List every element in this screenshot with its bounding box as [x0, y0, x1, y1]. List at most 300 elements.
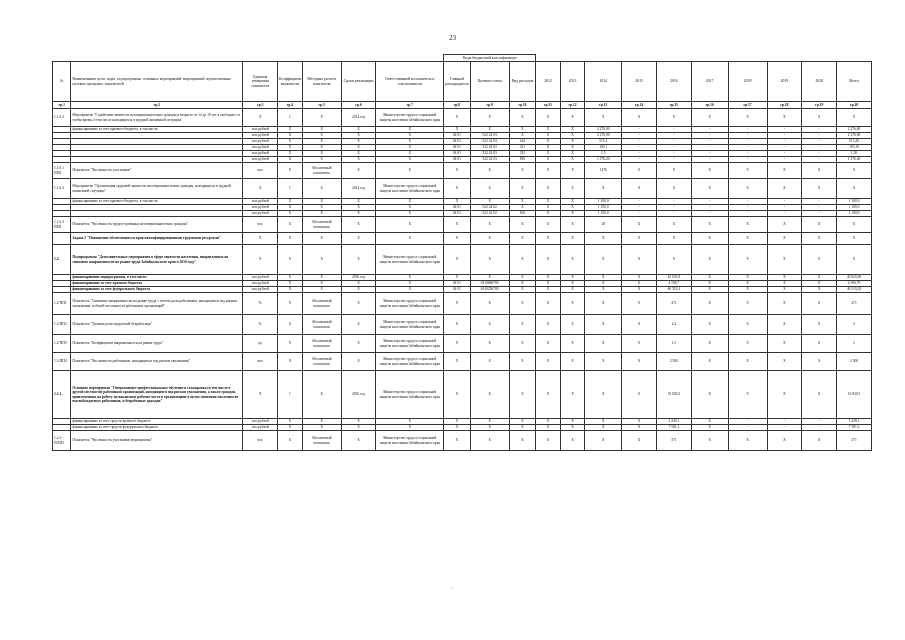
row-code: 1.1.6.3 — [53, 179, 71, 199]
table-cell: X — [243, 371, 278, 419]
table-cell: - — [622, 151, 657, 157]
column-header: 2019 — [767, 62, 802, 102]
column-number-row — [53, 102, 872, 109]
table-cell: X — [691, 281, 728, 287]
table-cell: X — [278, 139, 303, 145]
row-description: Показатель "Снижение напряженности на рынке труда с учетом доли работников, находящихся под риском увольнения, в общей численности работников организаций" — [71, 293, 243, 315]
table-cell: X — [560, 281, 585, 287]
table-cell: - — [767, 199, 802, 205]
table-cell: X — [691, 287, 728, 293]
table-cell: % — [243, 315, 278, 335]
table-cell: X — [802, 217, 837, 233]
table-cell: X — [509, 163, 536, 179]
table-cell: - — [767, 419, 802, 425]
table-cell: X — [560, 431, 585, 451]
row-description: финансирование за счет краевого бюджета — [71, 281, 243, 287]
table-cell: X — [560, 287, 585, 293]
table-cell: - — [622, 211, 657, 217]
table-cell: X — [767, 275, 802, 281]
table-cell: X — [767, 217, 802, 233]
table-cell: тыс.рублей — [243, 287, 278, 293]
table-cell: Министерство труда и социальной защиты населения Забайкальского края — [376, 335, 444, 353]
table-cell: - — [802, 199, 837, 205]
row-code: 1.1.6.2 — [53, 109, 71, 127]
table-cell: X — [536, 245, 561, 275]
table-cell: X — [802, 109, 837, 127]
table-cell: - — [656, 133, 691, 139]
table-cell: X — [622, 353, 657, 371]
column-number: гр.4 — [278, 102, 303, 109]
table-cell: X — [728, 217, 767, 233]
table-cell: X — [341, 233, 376, 245]
table-cell: X — [802, 233, 837, 245]
table-cell: X — [341, 425, 376, 431]
table-cell: X — [691, 335, 728, 353]
table-cell: X — [622, 371, 657, 419]
table-cell: Министерство труда и социальной защиты населения Забайкальского края — [376, 371, 444, 419]
table-cell: X — [536, 205, 561, 211]
table-cell: X — [536, 315, 561, 335]
table-cell: X — [802, 293, 837, 315]
table-cell: X — [278, 151, 303, 157]
table-cell: - — [622, 157, 657, 163]
column-header: 2014 — [585, 62, 622, 102]
table-cell: X — [470, 335, 509, 353]
table-cell: X — [536, 335, 561, 353]
table-cell: X — [728, 335, 767, 353]
table-cell: X — [302, 211, 341, 217]
column-number: гр.15 — [656, 102, 691, 109]
table-cell: X — [470, 371, 509, 419]
table-cell: Министерство труда и социальной защиты населения Забайкальского края — [376, 109, 444, 127]
table-cell: - — [691, 127, 728, 133]
table-cell: X — [802, 371, 837, 419]
table-cell: X — [376, 425, 444, 431]
table-cell: X — [536, 145, 561, 151]
table-cell: - — [691, 151, 728, 157]
table-cell: 0410686700 — [470, 281, 509, 287]
table-cell: X — [278, 205, 303, 211]
table-body — [53, 109, 872, 451]
table-cell: X — [837, 163, 872, 179]
table-cell: X — [802, 179, 837, 199]
table-cell: чел. — [243, 431, 278, 451]
table-cell: X — [278, 431, 303, 451]
table-cell: 4 506,70 — [837, 281, 872, 287]
table-cell: X — [341, 353, 376, 371]
row-code: 1.2. — [53, 245, 71, 275]
table-cell: - — [622, 139, 657, 145]
table-cell: - — [728, 133, 767, 139]
table-cell: X — [278, 127, 303, 133]
table-cell: X — [470, 217, 509, 233]
table-cell: 471 — [837, 293, 872, 315]
table-cell: 1,5 — [656, 335, 691, 353]
table-cell: X — [728, 353, 767, 371]
column-number: гр.5 — [302, 102, 341, 109]
table-cell: X — [278, 245, 303, 275]
table-cell: X — [376, 127, 444, 133]
table-cell: X — [585, 431, 622, 451]
table-cell: X — [341, 287, 376, 293]
column-number: гр.10 — [509, 102, 536, 109]
table-cell: чел. — [243, 353, 278, 371]
table-cell: тыс.рублей — [243, 211, 278, 217]
table-cell: X — [302, 205, 341, 211]
table-cell: X — [341, 157, 376, 163]
table-cell: X — [341, 205, 376, 211]
table-cell: X — [470, 431, 509, 451]
table-cell: X — [302, 233, 341, 245]
table-cell: - — [728, 199, 767, 205]
table-cell: 183,1 — [585, 145, 622, 151]
table-cell: 522 24 03 — [470, 157, 509, 163]
table-cell: X — [536, 419, 561, 425]
table-cell: X — [728, 233, 767, 245]
table-cell: X — [302, 145, 341, 151]
table-cell: X — [243, 233, 278, 245]
table-cell: X — [728, 431, 767, 451]
column-number: гр.6 — [341, 102, 376, 109]
table-cell: X — [728, 245, 767, 275]
table-cell: X — [444, 127, 471, 133]
table-cell: X — [536, 293, 561, 315]
table-cell: X — [585, 425, 622, 431]
table-cell: X — [560, 179, 585, 199]
table-cell: X — [509, 109, 536, 127]
table-cell: - — [728, 419, 767, 425]
table-cell: X — [837, 233, 872, 245]
table-cell: X — [278, 419, 303, 425]
table-cell: X — [278, 315, 303, 335]
table-cell: 183,10 — [837, 145, 872, 151]
table-cell: X — [802, 163, 837, 179]
table-cell: X — [585, 315, 622, 335]
table-cell: X — [470, 199, 509, 205]
row-code: 1.2.1. — [53, 371, 71, 419]
table-cell: X — [767, 371, 802, 419]
table-cell: X — [691, 419, 728, 425]
column-number: гр.2 — [71, 102, 243, 109]
table-cell: 2 — [837, 315, 872, 335]
table-cell: X — [560, 353, 585, 371]
table-cell: X — [536, 211, 561, 217]
row-code: 1.1.6.3 ПМ1 — [53, 217, 71, 233]
table-cell: X — [656, 245, 691, 275]
table-cell: X — [341, 133, 376, 139]
table-cell: тыс.рублей — [243, 275, 278, 281]
table-cell: X — [444, 293, 471, 315]
table-cell: X — [767, 109, 802, 127]
table-cell: X — [560, 109, 585, 127]
table-cell: X — [278, 199, 303, 205]
column-header: № — [53, 62, 71, 102]
table-cell: 3 249,1 — [837, 419, 872, 425]
column-header: Главный распорядитель — [444, 62, 471, 102]
table-cell: 04 01 — [444, 205, 471, 211]
table-cell: X — [536, 151, 561, 157]
table-cell: - — [691, 211, 728, 217]
table-cell: X — [302, 127, 341, 133]
table-cell: - — [802, 127, 837, 133]
table-cell: - — [802, 419, 837, 425]
table-cell: X — [728, 109, 767, 127]
table-cell: 2 276,00 — [837, 127, 872, 133]
table-cell: - — [728, 425, 767, 431]
table-cell: X — [622, 109, 657, 127]
table-cell: X — [560, 145, 585, 151]
table-cell: X — [622, 315, 657, 335]
table-cell: X — [560, 139, 585, 145]
table-cell: X — [691, 233, 728, 245]
table-cell: X — [536, 179, 561, 199]
table-cell: X — [302, 109, 341, 127]
table-cell: X — [444, 335, 471, 353]
table-row — [53, 245, 872, 275]
header-group-row — [53, 55, 872, 62]
table-row — [53, 179, 872, 199]
table-cell: 1 100,0 — [585, 211, 622, 217]
column-header: 2016 — [656, 62, 691, 102]
table-cell: 515,20 — [837, 139, 872, 145]
table-cell: 522 24 02 — [470, 211, 509, 217]
table-cell: - — [767, 127, 802, 133]
table-cell: X — [560, 133, 585, 139]
table-cell: X — [509, 293, 536, 315]
table-cell: X — [278, 293, 303, 315]
table-cell: X — [509, 127, 536, 133]
table-cell: X — [509, 287, 536, 293]
table-cell: 7 581,2 — [656, 425, 691, 431]
table-cell: 04 01 — [444, 145, 471, 151]
table-cell: X — [470, 109, 509, 127]
row-description: Показатель "Численность трудоустроенных несовершеннолетних граждан" — [71, 217, 243, 233]
table-cell: - — [802, 157, 837, 163]
column-number: гр.7 — [376, 102, 444, 109]
table-cell: - — [802, 151, 837, 157]
table-cell: 2 500 — [837, 353, 872, 371]
table-cell: X — [509, 179, 536, 199]
table-cell: X — [728, 293, 767, 315]
table-cell: - — [802, 205, 837, 211]
table-cell: X — [470, 275, 509, 281]
table-cell: X — [767, 335, 802, 353]
table-cell: X — [802, 287, 837, 293]
table-cell: 471 — [656, 293, 691, 315]
table-cell: - — [728, 205, 767, 211]
table-cell: тыс.рублей — [243, 133, 278, 139]
table-cell: X — [341, 211, 376, 217]
table-cell: 2 — [837, 335, 872, 353]
table-cell: X — [622, 293, 657, 315]
table-cell: - — [802, 211, 837, 217]
table-cell: X — [728, 163, 767, 179]
column-number: гр.19 — [802, 102, 837, 109]
table-cell: 515,2 — [585, 139, 622, 145]
table-cell: X — [767, 245, 802, 275]
table-cell: X — [536, 281, 561, 287]
table-cell: X — [376, 205, 444, 211]
column-header: 2017 — [691, 62, 728, 102]
table-cell: X — [470, 245, 509, 275]
table-cell: X — [376, 419, 444, 425]
table-cell: - — [691, 145, 728, 151]
table-cell: - — [656, 211, 691, 217]
table-cell: X — [560, 127, 585, 133]
table-cell: X — [560, 151, 585, 157]
table-cell: 522 24 03 — [470, 139, 509, 145]
table-cell: X — [278, 335, 303, 353]
table-cell: X — [622, 179, 657, 199]
table-cell: - — [728, 151, 767, 157]
table-cell: 04 01 — [444, 139, 471, 145]
table-cell: X — [802, 281, 837, 287]
table-cell: X — [302, 151, 341, 157]
table-cell: 2 276,00 — [585, 127, 622, 133]
table-cell: X — [278, 275, 303, 281]
row-description: Показатель "Уровень регистрируемой безработицы" — [71, 315, 243, 335]
table-cell: 04 01 — [444, 211, 471, 217]
header-row — [53, 62, 872, 102]
table-cell: Абсолютный показатель — [302, 217, 341, 233]
table-cell: X — [302, 371, 341, 419]
table-cell: X — [302, 139, 341, 145]
table-cell: X — [837, 109, 872, 127]
table-cell: X — [302, 199, 341, 205]
table-cell: X — [536, 139, 561, 145]
column-number: гр.1 — [53, 102, 71, 109]
table-cell: - — [656, 151, 691, 157]
table-cell: - — [767, 205, 802, 211]
table-cell: X — [585, 245, 622, 275]
table-cell: X — [656, 233, 691, 245]
table-cell: X — [341, 139, 376, 145]
table-cell: 2,4 — [656, 315, 691, 335]
table-cell: Абсолютный показатель — [302, 353, 341, 371]
table-cell: Абсолютный показатель — [302, 315, 341, 335]
table-cell: X — [691, 179, 728, 199]
table-cell: X — [585, 109, 622, 127]
table-cell: X — [278, 157, 303, 163]
table-cell: X — [341, 245, 376, 275]
table-cell: 1 100,0 — [837, 211, 872, 217]
table-cell: 2 276,00 — [585, 133, 622, 139]
table-cell: X — [560, 293, 585, 315]
table-cell: - — [728, 139, 767, 145]
table-cell: - — [767, 133, 802, 139]
row-description: Основное мероприятие "Опережающее профессиональное обучение и стажировка (в том числе в другой местности) работников организаций, находящихся под риском увольнения, а также граждан, привлеченных на работу на вакантные рабочие места в организациях в целях снижения численности высвобождаемых работников, и безработных граждан" — [71, 371, 243, 419]
row-code: 1.2.1-ПОМ1 — [53, 431, 71, 451]
column-number: гр.17 — [728, 102, 767, 109]
table-cell: 244 — [509, 139, 536, 145]
table-cell: Министерство труда и социальной защиты населения Забайкальского края — [376, 431, 444, 451]
table-cell: X — [802, 245, 837, 275]
table-cell: X — [278, 425, 303, 431]
column-header: 2015 — [622, 62, 657, 102]
row-description: Задача 2 "Повышение обеспеченности края квалифицированными трудовыми ресурсами" — [71, 233, 243, 245]
column-header: Наименование цели, задач, подпрограммы, основных мероприятий, мероприятий, ведомственных целевых программ, показателей — [71, 62, 243, 102]
table-cell: % — [243, 293, 278, 315]
table-cell: 1 100,0 — [837, 199, 872, 205]
table-cell: 1,50 — [837, 151, 872, 157]
table-cell: X — [802, 315, 837, 335]
table-cell: 45 025,90 — [837, 275, 872, 281]
table-cell: X — [767, 163, 802, 179]
program-table — [52, 54, 872, 451]
column-header: 2020 — [802, 62, 837, 102]
table-cell: X — [802, 353, 837, 371]
table-cell: 522 24 03 — [470, 151, 509, 157]
table-cell: X — [560, 233, 585, 245]
table-row — [53, 431, 872, 451]
column-header: 2013 — [560, 62, 585, 102]
table-cell: X — [302, 419, 341, 425]
table-cell: 04 01 — [444, 281, 471, 287]
table-cell: X — [622, 233, 657, 245]
table-cell: X — [509, 275, 536, 281]
table-cell: X — [341, 335, 376, 353]
table-cell: X — [444, 109, 471, 127]
table-cell: X — [302, 425, 341, 431]
table-cell: - — [656, 127, 691, 133]
table-cell: X — [691, 353, 728, 371]
table-cell: X — [302, 287, 341, 293]
table-cell: X — [691, 163, 728, 179]
table-cell: X — [536, 163, 561, 179]
table-row — [53, 353, 872, 371]
table-cell: X — [376, 163, 444, 179]
table-cell: 2 500 — [656, 353, 691, 371]
row-description: финансирование за счет средств федерального бюджета — [71, 425, 243, 431]
table-cell: 40 519,20 — [837, 287, 872, 293]
table-cell: X — [585, 293, 622, 315]
table-cell: X — [536, 133, 561, 139]
table-cell: X — [278, 217, 303, 233]
table-cell: X — [837, 217, 872, 233]
table-cell: X — [837, 179, 872, 199]
table-cell: X — [444, 275, 471, 281]
table-cell: X — [470, 233, 509, 245]
table-cell: X — [728, 281, 767, 287]
table-cell: - — [728, 145, 767, 151]
table-cell: - — [728, 127, 767, 133]
table-cell: 4 506,7 — [656, 281, 691, 287]
table-cell: X — [376, 133, 444, 139]
table-cell: X — [302, 157, 341, 163]
table-cell: X — [691, 371, 728, 419]
table-cell: X — [767, 287, 802, 293]
table-cell: тыс.рублей — [243, 139, 278, 145]
table-cell: X — [509, 419, 536, 425]
column-header: Сроки реализации — [341, 62, 376, 102]
table-cell: X — [656, 179, 691, 199]
table-cell: - — [728, 211, 767, 217]
table-cell: - — [802, 145, 837, 151]
table-cell: 0410256700 — [470, 287, 509, 293]
table-row — [53, 163, 872, 179]
row-description: Показатель "Коэффициент напряженности на рынке труда" — [71, 335, 243, 353]
table-cell: 1 100,0 — [585, 205, 622, 211]
column-number: гр.14 — [622, 102, 657, 109]
table-cell: Министерство труда и социальной защиты населения Забайкальского края — [376, 315, 444, 335]
table-cell: X — [278, 287, 303, 293]
table-cell: X — [341, 217, 376, 233]
table-cell: 28 — [585, 217, 622, 233]
table-cell: X — [536, 199, 561, 205]
table-cell: 810 — [509, 211, 536, 217]
table-cell: X — [585, 287, 622, 293]
column-number: гр.8 — [444, 102, 471, 109]
